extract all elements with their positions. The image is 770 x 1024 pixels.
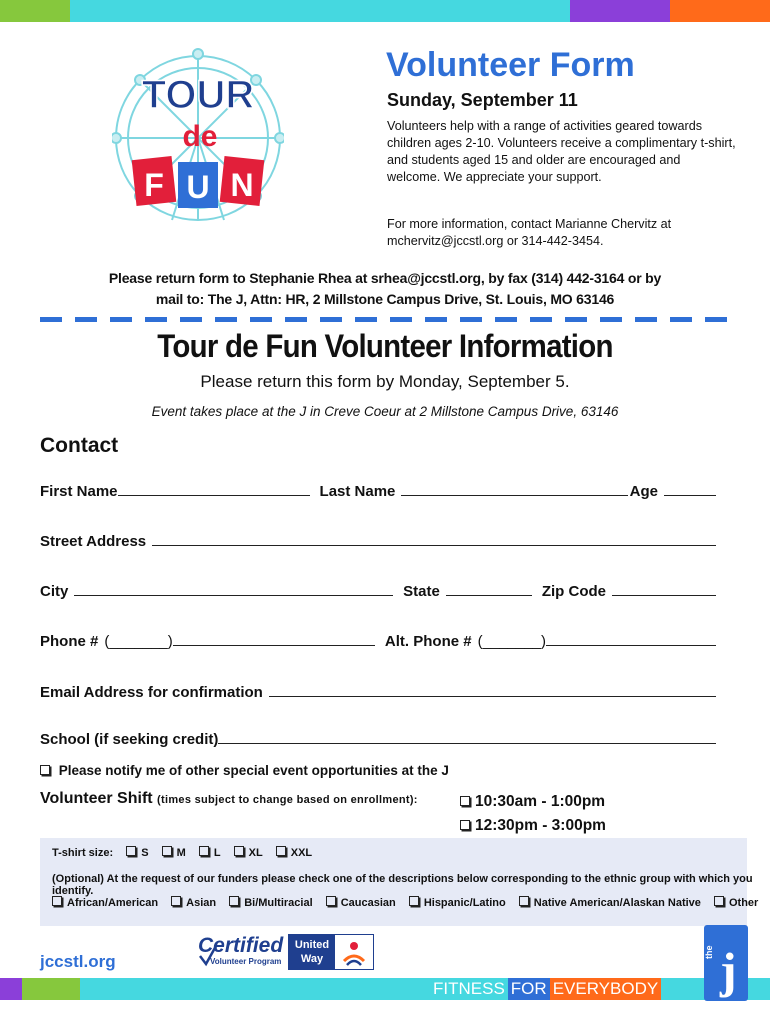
ethnicity-checkbox[interactable] (519, 896, 529, 906)
state-label: State (403, 583, 440, 600)
ethnicity-label: Asian (186, 897, 217, 909)
shift-checkbox[interactable] (460, 820, 470, 830)
zip-code-field[interactable] (612, 595, 716, 596)
phone-area-code: (_______) (104, 633, 173, 650)
email-row (40, 677, 716, 701)
shift-time: 10:30am - 1:00pm (475, 793, 606, 810)
ethnicity-label: Caucasian (340, 897, 396, 909)
shift-time: 12:30pm - 3:00pm (475, 817, 606, 834)
ethnicity-options (52, 896, 768, 909)
tshirt-size-row (52, 846, 322, 859)
phone-field[interactable] (173, 645, 375, 646)
ethnicity-checkbox[interactable] (52, 896, 62, 906)
the-j-logo (704, 925, 748, 1001)
return-instructions (60, 268, 710, 310)
tshirt-checkbox[interactable] (199, 846, 209, 856)
school-row (40, 724, 716, 748)
tshirt-size-label: T-shirt size: (52, 847, 114, 859)
city-label: City (40, 583, 69, 600)
ethnicity-label: Other (728, 897, 759, 909)
name-row (40, 476, 716, 500)
logo-fun-blocks (132, 156, 265, 208)
logo-tour-text: TOUR (141, 73, 255, 117)
age-field[interactable] (664, 495, 716, 496)
street-address-field[interactable] (152, 545, 716, 546)
school-field[interactable] (218, 743, 716, 744)
tagline-word-everybody: EVERYBODY (550, 978, 662, 1000)
logo-letter-n: N (230, 167, 254, 203)
shift-option (460, 814, 606, 838)
tshirt-size: S (141, 847, 149, 859)
united-way-hand-icon (339, 937, 369, 967)
contact-info-paragraph: For more information, contact Marianne Chervitz at mchervitz@jccstl.org or 314-442-3454. (387, 217, 672, 248)
logo-letter-u: U (186, 169, 210, 205)
phone-row (40, 626, 716, 650)
shift-option (460, 790, 606, 814)
optional-ethnicity-note: (Optional) At the request of our funders please check one of the descriptions below corresponding to the ethnic group with which you identify. (52, 873, 753, 897)
phone-label: Phone # (40, 633, 99, 650)
city-field[interactable] (74, 595, 393, 596)
return-by-note: Please return this form by Monday, September 5. (200, 372, 570, 391)
ethnicity-checkbox[interactable] (409, 896, 419, 906)
the-j-icon (704, 925, 748, 1001)
contact-heading: Contact (40, 434, 119, 457)
first-name-field[interactable] (118, 495, 310, 496)
notify-checkbox[interactable] (40, 765, 50, 775)
street-row (40, 526, 716, 550)
first-name-label: First Name (40, 483, 118, 500)
street-address-label: Street Address (40, 533, 147, 550)
notify-option (40, 763, 449, 778)
the-j-small-text: the (704, 945, 714, 959)
tagline-word-fitness: FITNESS (430, 978, 508, 1000)
email-label: Email Address for confirmation (40, 684, 263, 701)
shift-heading: Volunteer Shift (40, 790, 153, 807)
school-label: School (if seeking credit) (40, 731, 219, 748)
tshirt-checkbox[interactable] (234, 846, 244, 856)
volunteer-program-text: Volunteer Program (210, 957, 282, 966)
logo-letter-f: F (144, 167, 164, 203)
tshirt-checkbox[interactable] (276, 846, 286, 856)
fitness-tagline (430, 978, 661, 1000)
city-row (40, 576, 716, 600)
event-date: Sunday, September 11 (387, 90, 578, 110)
shift-options (460, 790, 606, 838)
cut-line-divider (40, 317, 730, 322)
tshirt-checkbox[interactable] (162, 846, 172, 856)
tshirt-size: XL (248, 847, 263, 859)
last-name-field[interactable] (401, 495, 627, 496)
website-link[interactable]: jccstl.org (40, 952, 116, 971)
ethnicity-label: African/American (67, 897, 159, 909)
alt-phone-field[interactable] (546, 645, 716, 646)
ethnicity-label: Bi/Multiracial (244, 897, 313, 909)
shift-checkbox[interactable] (460, 796, 470, 806)
united-way-text: United Way (289, 935, 335, 969)
ethnicity-label: Hispanic/Latino (423, 897, 506, 909)
tagline-word-for: FOR (508, 978, 550, 1000)
certified-text: Certified (198, 934, 284, 957)
ethnicity-checkbox[interactable] (229, 896, 239, 906)
return-line-2: mail to: The J, Attn: HR, 2 Millstone Campus Drive, St. Louis, MO 63146 (155, 291, 615, 307)
last-name-label: Last Name (319, 483, 396, 500)
tshirt-size: XXL (290, 847, 313, 859)
tour-de-fun-logo (112, 34, 284, 244)
the-j-letter: j (720, 942, 737, 998)
top-color-strip (0, 0, 770, 22)
intro-paragraph: Volunteers help with a range of activities geared towards children ages 2-10. Volunteers receive a complimentary t-shirt, and students aged 15 and older are encouraged and welcome. We appreciate your support. (387, 119, 736, 184)
tshirt-size: M (176, 847, 186, 859)
zip-code-label: Zip Code (541, 583, 606, 600)
alt-phone-label: Alt. Phone # (384, 633, 472, 650)
ethnicity-checkbox[interactable] (326, 896, 336, 906)
shift-note: (times subject to change based on enrollment): (157, 794, 418, 806)
page-title: Volunteer Form (386, 46, 635, 84)
volunteer-shift-label (40, 790, 418, 808)
notify-label: Please notify me of other special event opportunities at the J (58, 763, 449, 778)
ethnicity-checkbox[interactable] (714, 896, 724, 906)
state-field[interactable] (446, 595, 532, 596)
tshirt-size: L (213, 847, 221, 859)
certified-volunteer-logo (196, 930, 286, 968)
united-way-logo (288, 934, 374, 970)
logo-de-text: de (182, 120, 218, 153)
event-location-note: Event takes place at the J in Creve Coeur at 2 Millstone Campus Drive, 63146 (151, 404, 619, 419)
age-label: Age (629, 483, 658, 500)
alt-phone-area-code: (_______) (477, 633, 546, 650)
tshirt-checkbox[interactable] (126, 846, 136, 856)
return-line-1: Please return form to Stephanie Rhea at srhea@jccstl.org, by fax (314) 442-3164 or by (108, 270, 662, 286)
email-field[interactable] (269, 696, 716, 697)
ethnicity-label: Native American/Alaskan Native (533, 897, 701, 909)
ethnicity-checkbox[interactable] (171, 896, 181, 906)
form-title: Tour de Fun Volunteer Information (157, 328, 613, 364)
